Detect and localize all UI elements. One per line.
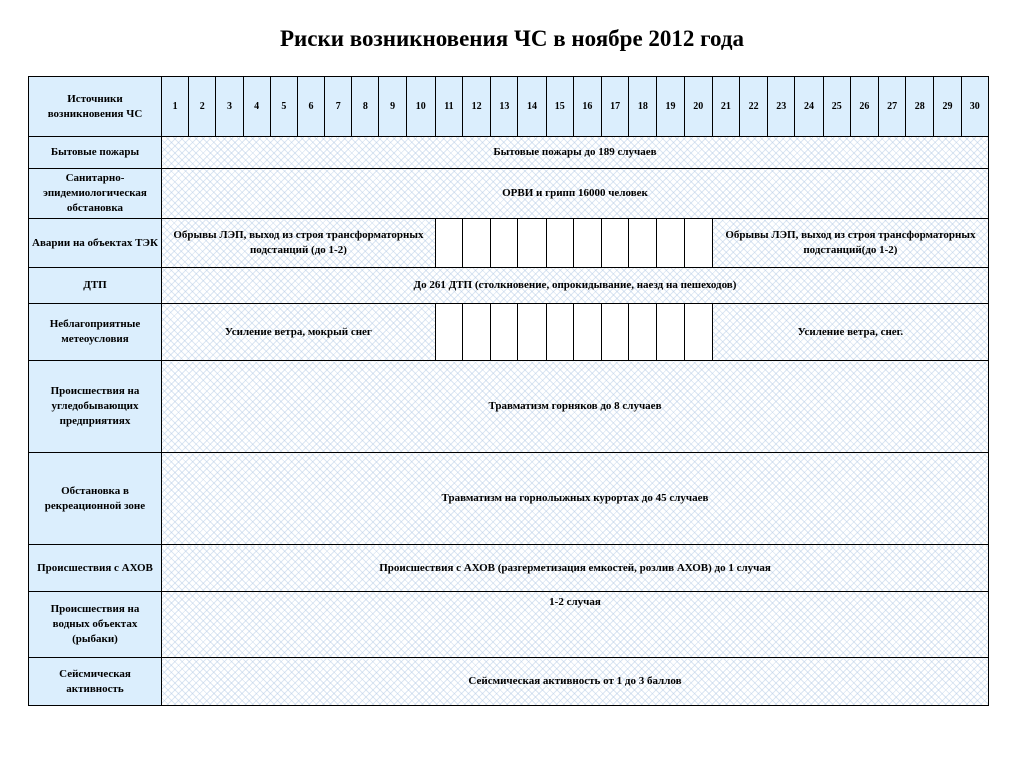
empty-day-cell <box>435 219 462 268</box>
risk-span-weather-early: Усиление ветра, мокрый снег <box>161 304 435 361</box>
table-row <box>29 453 989 545</box>
empty-day-cell <box>518 219 546 268</box>
row-source-mining: Происшествия на угледобывающих предприятиях <box>29 361 162 453</box>
empty-day-cell <box>546 219 573 268</box>
empty-day-cell <box>546 304 573 361</box>
page-title: Риски возникновения ЧС в ноябре 2012 года <box>279 26 745 51</box>
day-header: 12 <box>463 77 491 137</box>
header-row <box>29 77 989 137</box>
risk-span-traffic: До 261 ДТП (столкновение, опрокидывание, наезд на пешеходов) <box>161 268 988 304</box>
risk-table <box>28 76 989 706</box>
day-header: 26 <box>850 77 878 137</box>
risk-span-recreation: Травматизм на горнолыжных курортах до 45 случаев <box>161 453 988 545</box>
day-header: 22 <box>740 77 768 137</box>
day-header: 14 <box>518 77 546 137</box>
row-source-water: Происшествия на водных объектах (рыбаки) <box>29 592 162 658</box>
source-header: Источники возникновения ЧС <box>29 77 162 137</box>
day-header: 17 <box>602 77 629 137</box>
day-header: 8 <box>352 77 379 137</box>
day-header: 23 <box>768 77 795 137</box>
empty-day-cell <box>684 219 712 268</box>
table-row <box>29 137 989 169</box>
empty-day-cell <box>573 219 601 268</box>
empty-day-cell <box>657 304 684 361</box>
table-row <box>29 219 989 268</box>
day-header: 4 <box>243 77 270 137</box>
risk-span-fires: Бытовые пожары до 189 случаев <box>161 137 988 169</box>
risk-span-seismic: Сейсмическая активность от 1 до 3 баллов <box>161 658 988 706</box>
risk-span-water: 1-2 случая <box>161 592 988 658</box>
row-source-sanitary: Санитарно-эпидемиологическая обстановка <box>29 169 162 219</box>
day-header: 9 <box>379 77 406 137</box>
empty-day-cell <box>573 304 601 361</box>
empty-day-cell <box>463 219 491 268</box>
risk-span-energy-late: Обрывы ЛЭП, выход из строя трансформаторных подстанций(до 1-2) <box>712 219 988 268</box>
row-source-seismic: Сейсмическая активность <box>29 658 162 706</box>
day-header: 11 <box>435 77 462 137</box>
risk-span-weather-late: Усиление ветра, снег. <box>712 304 988 361</box>
empty-day-cell <box>629 304 657 361</box>
day-header: 28 <box>906 77 934 137</box>
empty-day-cell <box>602 219 629 268</box>
day-header: 20 <box>684 77 712 137</box>
day-header: 27 <box>878 77 905 137</box>
day-header: 5 <box>270 77 297 137</box>
risk-span-mining: Травматизм горняков до 8 случаев <box>161 361 988 453</box>
empty-day-cell <box>518 304 546 361</box>
empty-day-cell <box>463 304 491 361</box>
risk-span-energy-early: Обрывы ЛЭП, выход из строя трансформаторных подстанций (до 1-2) <box>161 219 435 268</box>
day-header: 18 <box>629 77 657 137</box>
day-header: 6 <box>297 77 324 137</box>
empty-day-cell <box>491 304 518 361</box>
day-header: 15 <box>546 77 573 137</box>
day-header: 13 <box>491 77 518 137</box>
row-source-energy: Аварии на объектах ТЭК <box>29 219 162 268</box>
table-row <box>29 268 989 304</box>
empty-day-cell <box>602 304 629 361</box>
day-header: 1 <box>161 77 188 137</box>
table-row <box>29 545 989 592</box>
day-header: 2 <box>189 77 216 137</box>
empty-day-cell <box>629 219 657 268</box>
day-header: 10 <box>406 77 435 137</box>
risk-span-chemical: Происшествия с АХОВ (разгерметизация емкостей, розлив АХОВ) до 1 случая <box>161 545 988 592</box>
row-source-fires: Бытовые пожары <box>29 137 162 169</box>
day-header: 24 <box>795 77 823 137</box>
table-row <box>29 361 989 453</box>
day-header: 16 <box>573 77 601 137</box>
day-header: 19 <box>657 77 684 137</box>
risk-span-sanitary: ОРВИ и грипп 16000 человек <box>161 169 988 219</box>
empty-day-cell <box>491 219 518 268</box>
day-header: 25 <box>823 77 850 137</box>
day-header: 30 <box>961 77 988 137</box>
row-source-chemical: Происшествия с АХОВ <box>29 545 162 592</box>
empty-day-cell <box>684 304 712 361</box>
empty-day-cell <box>657 219 684 268</box>
row-source-traffic: ДТП <box>29 268 162 304</box>
day-header: 7 <box>325 77 352 137</box>
row-source-weather: Неблагоприятные метеоусловия <box>29 304 162 361</box>
empty-day-cell <box>435 304 462 361</box>
table-row <box>29 169 989 219</box>
table-row <box>29 592 989 658</box>
day-header: 29 <box>934 77 961 137</box>
row-source-recreation: Обстановка в рекреационной зоне <box>29 453 162 545</box>
day-header: 3 <box>216 77 243 137</box>
table-row <box>29 304 989 361</box>
table-row <box>29 658 989 706</box>
day-header: 21 <box>712 77 739 137</box>
